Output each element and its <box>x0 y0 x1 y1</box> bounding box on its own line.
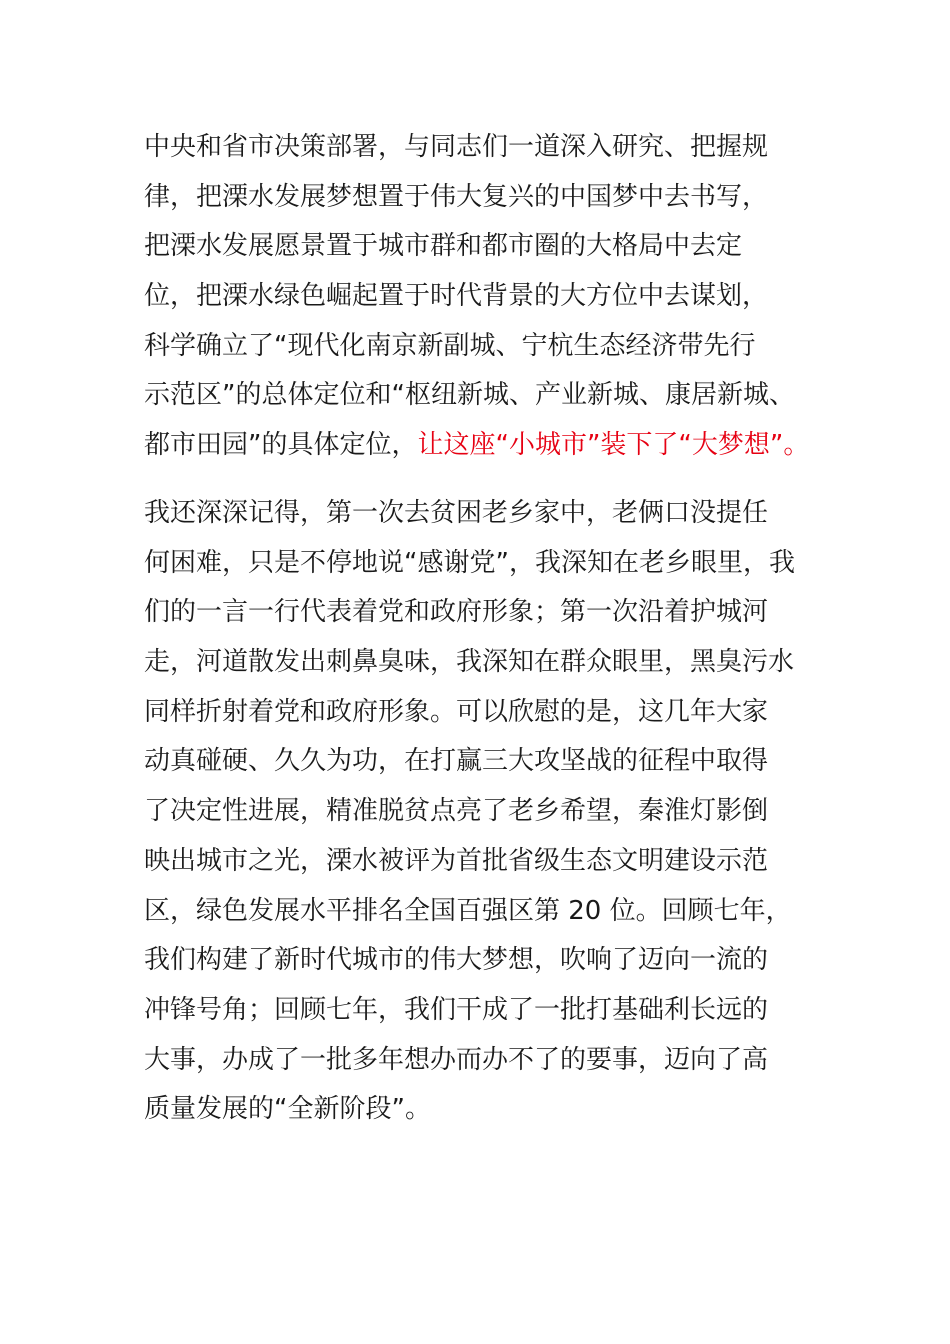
text-line: 们的一言一行代表着党和政府形象；第一次沿着护城河 <box>144 597 769 628</box>
text-line: 科学确立了“现代化南京新副城、宁杭生态经济带先行 <box>144 330 756 361</box>
text-line: 把溧水发展愿景置于城市群和都市圈的大格局中去定 <box>144 231 743 262</box>
text-line: 律，把溧水发展梦想置于伟大复兴的中国梦中去书写， <box>144 181 769 212</box>
text-line: 动真碰硬、久久为功，在打赢三大攻坚战的征程中取得 <box>144 746 769 777</box>
text-line: 质量发展的“全新阶段”。 <box>144 1094 431 1125</box>
text-line: 区，绿色发展水平排名全国百强区第 20 位。回顾七年， <box>144 895 792 926</box>
highlighted-text: 让这座“小城市”装下了“大梦想”。 <box>417 430 810 461</box>
text-line: 中央和省市决策部署，与同志们一道深入研究、把握规 <box>144 132 769 162</box>
text-line: 映出城市之光，溧水被评为首批省级生态文明建设示范 <box>144 845 769 876</box>
paragraph-2 <box>144 489 816 1135</box>
paragraph-1 <box>144 123 816 471</box>
text-line: 冲锋号角；回顾七年，我们干成了一批打基础利长远的 <box>144 994 769 1025</box>
text-line: 走，河道散发出刺鼻臭味，我深知在群众眼里，黑臭污水 <box>144 647 795 678</box>
text-line: 大事，办成了一批多年想办而办不了的要事，迈向了高 <box>144 1044 769 1075</box>
text-line: 了决定性进展，精准脱贫点亮了老乡希望，秦淮灯影倒 <box>144 796 769 827</box>
text-line: 我还深深记得，第一次去贫困老乡家中，老俩口没提任 <box>144 498 769 528</box>
text-line: 同样折射着党和政府形象。可以欣慰的是，这几年大家 <box>144 696 769 727</box>
text-line: 何困难，只是不停地说“感谢党”，我深知在老乡眼里，我 <box>144 547 795 578</box>
text-line: 位，把溧水绿色崛起置于时代背景的大方位中去谋划， <box>144 281 769 312</box>
text-line: 我们构建了新时代城市的伟大梦想，吹响了迈向一流的 <box>144 945 769 976</box>
text-line: 示范区”的总体定位和“枢纽新城、产业新城、康居新城、 <box>144 380 795 411</box>
text-line-last <box>144 421 816 471</box>
plain-text: 都市田园”的具体定位， <box>144 430 418 461</box>
